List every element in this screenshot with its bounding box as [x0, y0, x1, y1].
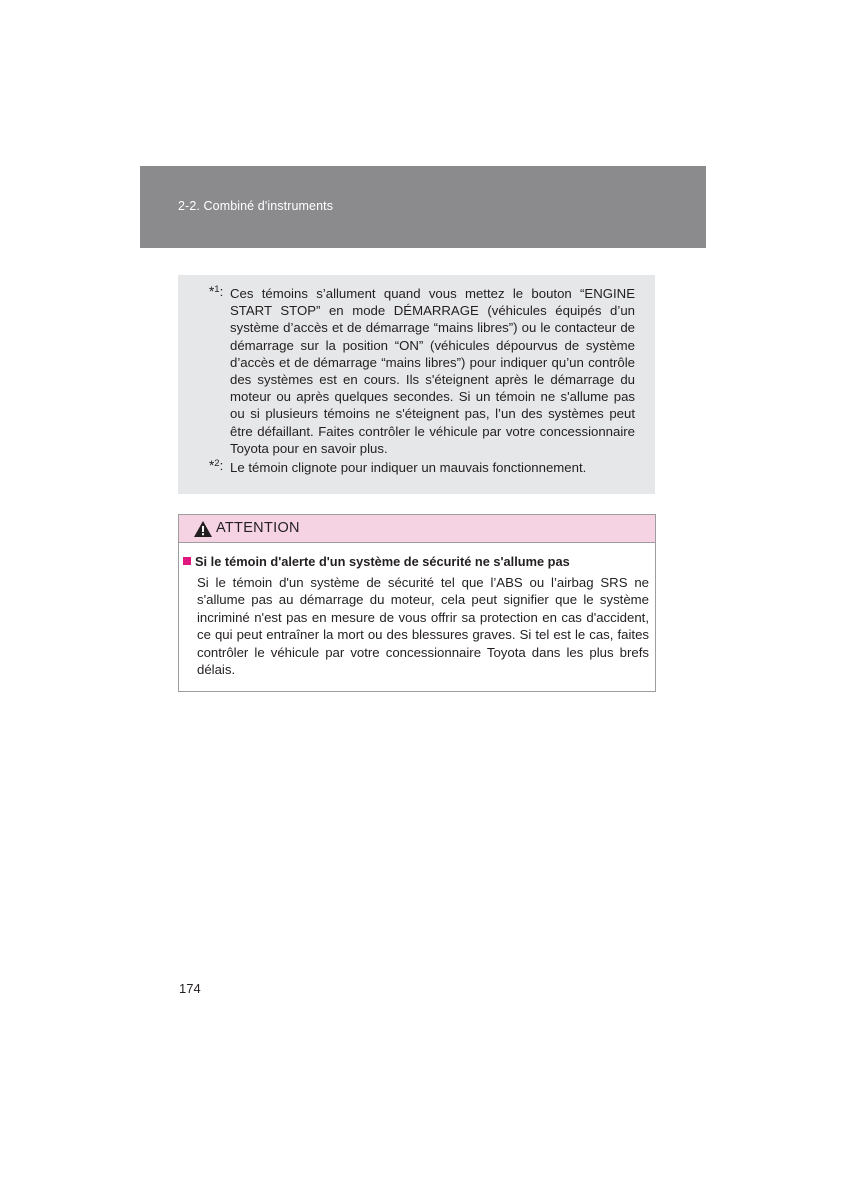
warning-heading-text: Si le témoin d'alerte d'un système de sécurité ne s'allume pas — [195, 554, 570, 569]
page-number: 174 — [179, 981, 201, 996]
warning-triangle-icon — [193, 520, 213, 538]
attention-title: ATTENTION — [216, 520, 300, 536]
warning-heading — [183, 554, 570, 569]
attention-box — [178, 514, 656, 692]
section-title: 2-2. Combiné d'instruments — [178, 199, 334, 213]
attention-header — [179, 515, 655, 543]
footnote-box — [178, 275, 655, 494]
footnote-text: Ces témoins s’allument quand vous mettez le bouton “ENGINE START STOP” en mode DÉMARRAGE (véhicules équipés d’un système d’accès et de démarrage “mains libres”) ou le contacteur de démarrage sur la position “ON” (véhicules dépourvus de système d’accès et de démarrage “mains libres”) pour indiquer qu’un contrôle des systèmes est en cours. Ils s'éteignent après le démarrage du moteur ou après quelques secondes. Si un témoin ne s'allume pas ou si plusieurs témoins ne s'éteignent pas, l’un des systèmes peut être défaillant. Faites contrôler le véhicule par votre concessionnaire Toyota pour en savoir plus. — [230, 286, 635, 456]
footnote-2 — [209, 459, 635, 476]
footnote-marker: *$^1$: — [209, 284, 224, 299]
bullet-square-icon — [183, 557, 191, 565]
section-header-bar — [140, 166, 706, 248]
warning-body: Si le témoin d'un système de sécurité tel que l’ABS ou l’airbag SRS ne s'allume pas au démarrage du moteur, cela peut signifier que le système incriminé n'est pas en mesure de vous offrir sa protection en cas d'accident, ce qui peut entraîner la mort ou des blessures graves. Si tel est le cas, faites contrôler le véhicule par votre concessionnaire Toyota dans les plus brefs délais. — [197, 575, 649, 678]
footnote-1 — [209, 285, 635, 457]
footnote-marker: *$^2$: — [209, 458, 224, 473]
footnote-text: Le témoin clignote pour indiquer un mauvais fonctionnement. — [230, 460, 587, 475]
